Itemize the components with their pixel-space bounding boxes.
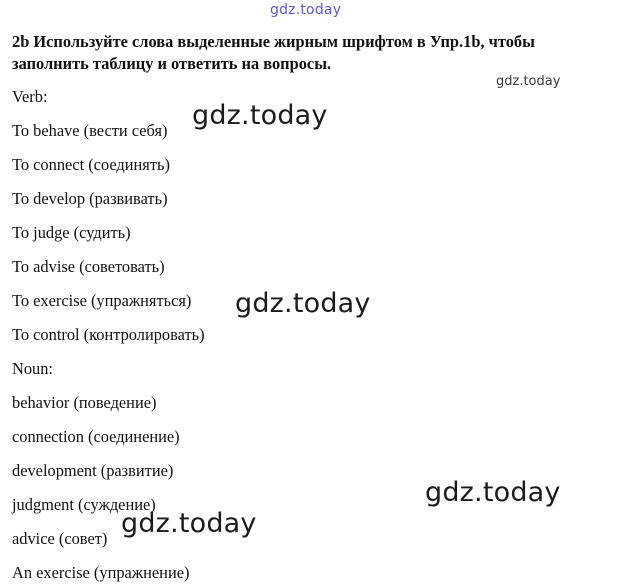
verb-item: To control (контролировать)	[12, 325, 205, 344]
watermark: gdz.today	[235, 288, 371, 319]
verb-item: To exercise (упражняться)	[12, 291, 192, 310]
noun-label: Noun:	[12, 359, 53, 378]
watermark: gdz.today	[192, 100, 328, 131]
watermark: gdz.today	[496, 74, 561, 89]
verb-item: To advise (советовать)	[12, 257, 165, 276]
noun-item: development (развитие)	[12, 461, 174, 480]
noun-item: connection (соединение)	[12, 427, 180, 446]
verb-item: To judge (судить)	[12, 223, 131, 242]
noun-item: An exercise (упражнение)	[12, 563, 190, 582]
verb-item: To behave (вести себя)	[12, 121, 168, 140]
watermark: gdz.today	[121, 508, 257, 539]
watermark: gdz.today	[425, 477, 561, 508]
verb-item: To connect (соединять)	[12, 155, 170, 174]
verb-item: To develop (развивать)	[12, 189, 168, 208]
task-header: 2b Используйте слова выделенные жирным шрифтом в Упр.1b, чтобы заполнить таблицу и ответить на вопросы.	[12, 32, 535, 73]
verb-label: Verb:	[12, 87, 48, 106]
noun-item: behavior (поведение)	[12, 393, 157, 412]
noun-item: advice (совет)	[12, 529, 108, 548]
noun-item: judgment (суждение)	[12, 495, 156, 514]
watermark-top: gdz.today	[270, 2, 342, 18]
